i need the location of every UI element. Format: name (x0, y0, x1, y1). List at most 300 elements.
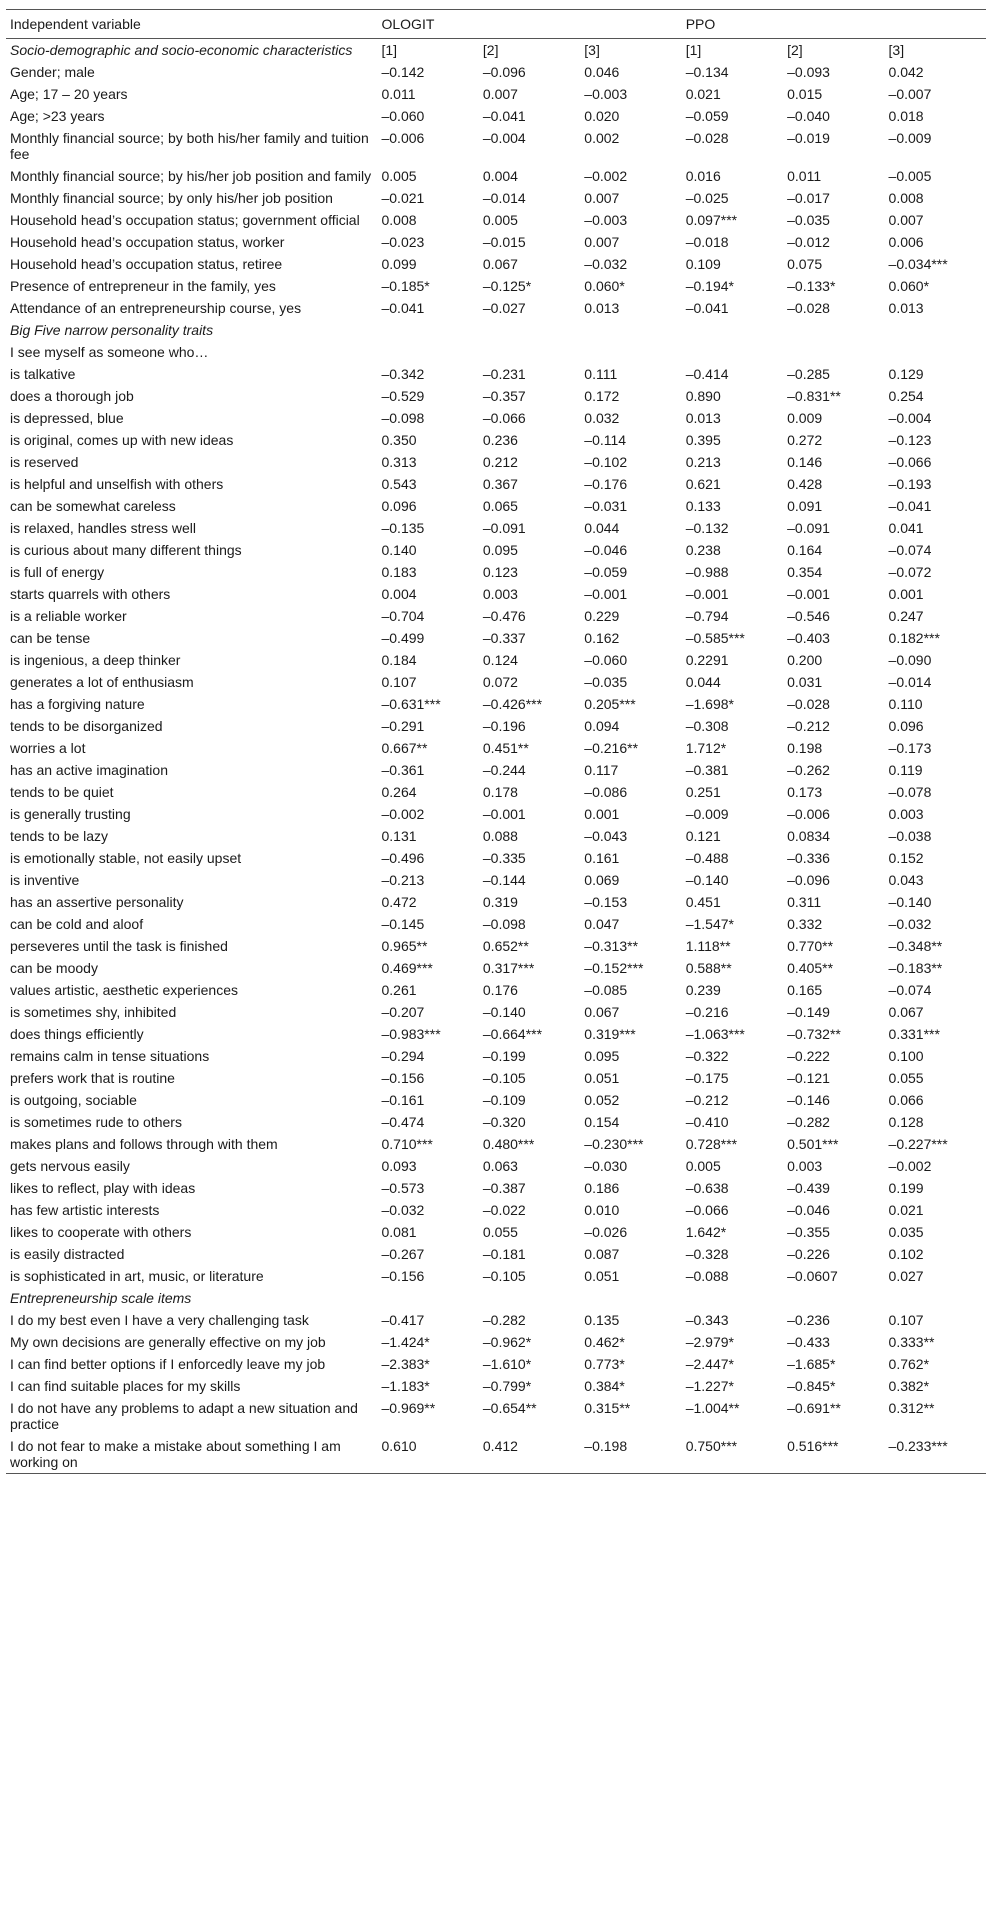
variable-label: Monthly financial source; by only his/her job position (10, 190, 333, 206)
coefficient-cell: –0.969** (381, 1400, 436, 1416)
table-row (6, 297, 986, 319)
coefficient-cell: –0.022 (482, 1202, 526, 1218)
coefficient-cell: 0.005 (685, 1158, 721, 1174)
coefficient-cell: 0.007 (888, 212, 924, 228)
table-row (6, 957, 986, 979)
coefficient-cell: 0.395 (685, 432, 721, 448)
coefficient-cell: –0.046 (787, 1202, 830, 1218)
coefficient-cell: –0.009 (888, 130, 932, 146)
coefficient-cell: –0.142 (381, 64, 425, 80)
coefficient-cell: –0.017 (787, 190, 830, 206)
table-row (6, 1089, 986, 1111)
table-row (6, 407, 986, 429)
coefficient-cell: [3] (584, 42, 600, 58)
coefficient-cell: –0.573 (381, 1180, 425, 1196)
table-row (6, 83, 986, 105)
coefficient-cell: –0.040 (787, 108, 830, 124)
coefficient-cell: 0.099 (381, 256, 417, 272)
coefficient-cell: –0.078 (888, 784, 932, 800)
table-row (6, 935, 986, 957)
coefficient-cell: 0.008 (888, 190, 924, 206)
coefficient-cell: –0.183** (888, 960, 943, 976)
coefficient-cell: 0.046 (584, 64, 620, 80)
coefficient-cell: –1.610* (482, 1356, 532, 1372)
coefficient-cell: 0.762* (888, 1356, 930, 1372)
coefficient-cell: –0.098 (482, 916, 526, 932)
coefficient-cell: –1.685* (787, 1356, 836, 1372)
coefficient-cell: 0.890 (685, 388, 721, 404)
variable-label: generates a lot of enthusiasm (10, 674, 194, 690)
coefficient-cell: –0.322 (685, 1048, 729, 1064)
coefficient-cell: –0.066 (685, 1202, 729, 1218)
coefficient-cell: 0.183 (381, 564, 417, 580)
coefficient-cell: –0.032 (584, 256, 628, 272)
coefficient-cell: –2.383* (381, 1356, 430, 1372)
coefficient-cell: –0.546 (787, 608, 830, 624)
coefficient-cell: 0.010 (584, 1202, 620, 1218)
coefficient-cell: 0.031 (787, 674, 823, 690)
coefficient-cell: 0.088 (482, 828, 518, 844)
coefficient-cell: 0.165 (787, 982, 823, 998)
coefficient-cell: 0.100 (888, 1048, 924, 1064)
coefficient-cell: –0.034*** (888, 256, 948, 272)
coefficient-cell: 0.051 (584, 1070, 620, 1086)
coefficient-cell: 0.161 (584, 850, 620, 866)
coefficient-cell: –0.426*** (482, 696, 543, 712)
coefficient-cell: –0.002 (584, 168, 628, 184)
coefficient-cell: 0.063 (482, 1158, 518, 1174)
coefficient-cell (377, 1287, 478, 1309)
coefficient-cell: –0.226 (787, 1246, 830, 1262)
coefficient-cell: –1.227* (685, 1378, 734, 1394)
coefficient-cell: 0.728*** (685, 1136, 738, 1152)
variable-label: Household head’s occupation status, worker (10, 234, 285, 250)
coefficient-cell: 0.065 (482, 498, 518, 514)
coefficient-cell: –0.004 (888, 410, 932, 426)
table-row (6, 825, 986, 847)
coefficient-cell: –0.439 (787, 1180, 830, 1196)
coefficient-cell: –0.038 (888, 828, 932, 844)
coefficient-cell: 0.096 (888, 718, 924, 734)
coefficient-cell: 0.013 (888, 300, 924, 316)
coefficient-cell (479, 319, 580, 341)
coefficient-cell: –0.005 (888, 168, 932, 184)
coefficient-cell: –1.004** (685, 1400, 740, 1416)
coefficient-cell: –0.845* (787, 1378, 836, 1394)
variable-label: likes to cooperate with others (10, 1224, 192, 1240)
variable-label: tends to be lazy (10, 828, 109, 844)
coefficient-cell: –0.140 (888, 894, 932, 910)
coefficient-cell: 0.354 (787, 564, 823, 580)
coefficient-cell (682, 341, 783, 363)
coefficient-cell: 0.2291 (685, 652, 729, 668)
table-row (6, 649, 986, 671)
coefficient-cell: –0.320 (482, 1114, 526, 1130)
coefficient-cell (885, 1287, 986, 1309)
table-row (6, 275, 986, 297)
coefficient-cell: 0.333** (888, 1334, 935, 1350)
coefficient-cell: 0.123 (482, 564, 518, 580)
coefficient-cell: –0.140 (685, 872, 729, 888)
coefficient-cell: –0.153 (584, 894, 628, 910)
coefficient-cell: –0.066 (888, 454, 932, 470)
coefficient-cell: –0.417 (381, 1312, 425, 1328)
table-row (6, 187, 986, 209)
coefficient-cell: –2.447* (685, 1356, 734, 1372)
table-row (6, 1111, 986, 1133)
coefficient-cell: 0.129 (888, 366, 924, 382)
variable-label: prefers work that is routine (10, 1070, 175, 1086)
coefficient-cell: –0.014 (888, 674, 932, 690)
coefficient-cell: 0.501*** (787, 1136, 839, 1152)
variable-label: does things efficiently (10, 1026, 144, 1042)
table-row (6, 231, 986, 253)
coefficient-cell: –0.028 (787, 696, 830, 712)
coefficient-cell: –1.063*** (685, 1026, 745, 1042)
coefficient-cell: –0.213 (381, 872, 425, 888)
coefficient-cell: –0.433 (787, 1334, 830, 1350)
coefficient-cell: 0.011 (787, 168, 822, 184)
variable-label: I do not have any problems to adapt a new situation and practice (10, 1400, 358, 1432)
coefficient-cell: –0.357 (482, 388, 526, 404)
coefficient-cell: –0.185* (381, 278, 430, 294)
coefficient-cell: –0.474 (381, 1114, 425, 1130)
coefficient-cell: 0.027 (888, 1268, 924, 1284)
coefficient-cell: 0.107 (888, 1312, 924, 1328)
coefficient-cell: –0.403 (787, 630, 830, 646)
coefficient-cell: –0.012 (787, 234, 830, 250)
coefficient-cell: –0.090 (888, 652, 932, 668)
table-row (6, 539, 986, 561)
variable-label: Gender; male (10, 64, 95, 80)
coefficient-cell: 0.002 (584, 130, 620, 146)
coefficient-cell: 0.117 (584, 762, 619, 778)
coefficient-cell: 0.516*** (783, 1435, 884, 1474)
section-row (6, 39, 986, 62)
table-row (6, 495, 986, 517)
coefficient-cell: 0.254 (888, 388, 924, 404)
variable-label: Age; >23 years (10, 108, 105, 124)
coefficient-cell: –0.072 (888, 564, 932, 580)
coefficient-cell: 0.331*** (888, 1026, 940, 1042)
coefficient-cell: –0.175 (685, 1070, 729, 1086)
coefficient-cell: 0.317*** (482, 960, 535, 976)
coefficient-cell (580, 319, 681, 341)
variable-label: I can find suitable places for my skills (10, 1378, 241, 1394)
coefficient-cell: 0.055 (482, 1224, 518, 1240)
coefficient-cell: 0.097*** (685, 212, 738, 228)
section-label: Entrepreneurship scale items (10, 1290, 192, 1306)
table-row (6, 869, 986, 891)
coefficient-cell: –0.337 (482, 630, 526, 646)
coefficient-cell: 0.009 (787, 410, 823, 426)
table-body (6, 39, 986, 1474)
coefficient-cell: –0.227*** (888, 1136, 948, 1152)
coefficient-cell: 0.021 (888, 1202, 924, 1218)
section-label: Big Five narrow personality traits (10, 322, 214, 338)
coefficient-cell: –0.014 (482, 190, 526, 206)
coefficient-cell: 0.319 (482, 894, 518, 910)
coefficient-cell: –1.698* (685, 696, 734, 712)
variable-label: tends to be disorganized (10, 718, 163, 734)
coefficient-cell: 0.472 (381, 894, 417, 910)
table-row (6, 781, 986, 803)
coefficient-cell: –0.074 (888, 542, 932, 558)
coefficient-cell: 0.264 (381, 784, 417, 800)
coefficient-cell: 0.006 (888, 234, 924, 250)
table-row (6, 1221, 986, 1243)
coefficient-cell: –0.015 (482, 234, 526, 250)
coefficient-cell: –0.041 (482, 108, 526, 124)
variable-label: can be cold and aloof (10, 916, 144, 932)
variable-label: is a reliable worker (10, 608, 127, 624)
coefficient-cell: 0.162 (584, 630, 620, 646)
coefficient-cell: 0.102 (888, 1246, 924, 1262)
table-row (6, 209, 986, 231)
coefficient-cell: 0.095 (584, 1048, 620, 1064)
coefficient-cell: 0.315** (584, 1400, 631, 1416)
coefficient-cell: –0.176 (584, 476, 628, 492)
coefficient-cell: [2] (787, 42, 803, 58)
table-row (6, 627, 986, 649)
coefficient-cell: –0.831** (787, 388, 841, 404)
table-row (6, 1199, 986, 1221)
coefficient-cell: –0.387 (482, 1180, 526, 1196)
table-row (6, 1023, 986, 1045)
coefficient-cell: 0.186 (584, 1180, 620, 1196)
coefficient-cell (377, 341, 478, 363)
coefficient-cell: 0.319*** (584, 1026, 636, 1042)
variable-label: has an active imagination (10, 762, 168, 778)
coefficient-cell: –0.093 (787, 64, 830, 80)
coefficient-cell: –0.161 (381, 1092, 425, 1108)
coefficient-cell: –0.499 (381, 630, 425, 646)
coefficient-cell: 0.005 (381, 168, 417, 184)
coefficient-cell: 0.152 (888, 850, 924, 866)
coefficient-cell: –0.181 (482, 1246, 526, 1262)
coefficient-cell: 0.213 (685, 454, 721, 470)
coefficient-cell: –0.361 (381, 762, 425, 778)
coefficient-cell: 0.239 (685, 982, 721, 998)
coefficient-cell: 0.096 (381, 498, 417, 514)
coefficient-cell: –0.023 (381, 234, 425, 250)
coefficient-cell: –0.133* (787, 278, 836, 294)
variable-label: has few artistic interests (10, 1202, 160, 1218)
coefficient-cell: 0.007 (584, 190, 620, 206)
table-row (6, 429, 986, 451)
coefficient-cell: –0.348** (888, 938, 943, 954)
coefficient-cell: 0.469*** (381, 960, 433, 976)
coefficient-cell: –0.019 (787, 130, 830, 146)
coefficient-cell: –0.222 (787, 1048, 830, 1064)
coefficient-cell: –0.199 (482, 1048, 526, 1064)
table-row (6, 913, 986, 935)
coefficient-cell: 0.451** (482, 740, 529, 756)
coefficient-cell: –0.030 (584, 1158, 628, 1174)
coefficient-cell (479, 1287, 580, 1309)
table-row (6, 561, 986, 583)
variable-label: is sometimes rude to others (10, 1114, 182, 1130)
coefficient-cell: –0.003 (584, 212, 628, 228)
coefficient-cell: –0.988 (685, 564, 729, 580)
coefficient-cell: –0.476 (482, 608, 526, 624)
coefficient-cell: –0.025 (685, 190, 729, 206)
table-row (6, 1001, 986, 1023)
table-row (6, 451, 986, 473)
table-row (6, 1133, 986, 1155)
table-row (6, 105, 986, 127)
coefficient-cell: –0.381 (685, 762, 729, 778)
coefficient-cell: 0.044 (685, 674, 721, 690)
coefficient-cell: 0.182*** (888, 630, 940, 646)
coefficient-cell: –0.035 (584, 674, 628, 690)
coefficient-cell: 0.119 (888, 762, 923, 778)
coefficient-cell: –0.096 (787, 872, 830, 888)
coefficient-cell: –0.009 (685, 806, 729, 822)
coefficient-cell: 0.067 (482, 256, 518, 272)
variable-label: I do not fear to make a mistake about something I am working on (6, 1435, 377, 1474)
table-row (6, 1177, 986, 1199)
table-row (6, 1265, 986, 1287)
coefficient-cell: –0.088 (685, 1268, 729, 1284)
variable-label: likes to reflect, play with ideas (10, 1180, 196, 1196)
coefficient-cell: 0.021 (685, 86, 721, 102)
coefficient-cell: 0.004 (482, 168, 518, 184)
coefficient-cell: 0.087 (584, 1246, 620, 1262)
coefficient-cell: 0.060* (888, 278, 930, 294)
coefficient-cell: 0.543 (381, 476, 417, 492)
coefficient-cell: 0.710*** (381, 1136, 433, 1152)
coefficient-cell: –0.799* (482, 1378, 532, 1394)
coefficient-cell: 0.247 (888, 608, 924, 624)
coefficient-cell: 0.018 (888, 108, 924, 124)
coefficient-cell (885, 319, 986, 341)
coefficient-cell: 0.312** (888, 1400, 935, 1416)
coefficient-cell: –0.041 (685, 300, 729, 316)
coefficient-cell: –0.096 (482, 64, 526, 80)
coefficient-cell: –0.414 (685, 366, 729, 382)
variable-label: is sometimes shy, inhibited (10, 1004, 177, 1020)
variable-label: Household head’s occupation status, retiree (10, 256, 283, 272)
coefficient-cell: 0.140 (381, 542, 417, 558)
coefficient-cell: –0.027 (482, 300, 526, 316)
coefficient-cell: 0.0834 (787, 828, 830, 844)
coefficient-cell: –0.132 (685, 520, 729, 536)
coefficient-cell: –0.704 (381, 608, 425, 624)
coefficient-cell: –0.291 (381, 718, 425, 734)
table-row (6, 847, 986, 869)
coefficient-cell: –0.135 (381, 520, 425, 536)
coefficient-cell: 0.154 (584, 1114, 620, 1130)
coefficient-cell: 0.052 (584, 1092, 620, 1108)
coefficient-cell: 0.067 (584, 1004, 620, 1020)
variable-label: Monthly financial source; by both his/her family and tuition fee (10, 130, 369, 162)
table-row (6, 127, 986, 165)
coefficient-cell: 0.146 (787, 454, 823, 470)
variable-label: remains calm in tense situations (10, 1048, 210, 1064)
coefficient-cell: 1.642* (685, 1224, 727, 1240)
coefficient-cell (783, 341, 884, 363)
coefficient-cell: –0.230*** (584, 1136, 644, 1152)
coefficient-cell: 0.462* (584, 1334, 625, 1350)
section-row (6, 1287, 986, 1309)
variable-label: values artistic, aesthetic experiences (10, 982, 238, 998)
coefficient-cell: –0.343 (685, 1312, 729, 1328)
variable-label: Attendance of an entrepreneurship course, yes (10, 300, 302, 316)
table-row (6, 979, 986, 1001)
coefficient-cell: –0.335 (482, 850, 526, 866)
coefficient-cell: 0.198 (787, 740, 823, 756)
coefficient-cell: –0.654** (482, 1400, 537, 1416)
coefficient-cell: –0.212 (685, 1092, 729, 1108)
table-row (6, 891, 986, 913)
coefficient-cell: [3] (888, 42, 905, 58)
coefficient-cell: –0.105 (482, 1070, 526, 1086)
coefficient-cell: –0.059 (584, 564, 628, 580)
coefficient-cell: 0.773* (584, 1356, 625, 1372)
coefficient-cell: –0.006 (787, 806, 830, 822)
variable-label: Monthly financial source; by his/her job position and family (10, 168, 372, 184)
coefficient-cell: –0.114 (584, 432, 627, 448)
coefficient-cell: –0.018 (685, 234, 729, 250)
coefficient-cell: –0.732** (787, 1026, 841, 1042)
coefficient-cell (682, 319, 783, 341)
coefficient-cell: –0.028 (787, 300, 830, 316)
section-label: Socio-demographic and socio-economic characteristics (10, 42, 353, 58)
coefficient-cell: [1] (685, 42, 702, 58)
coefficient-cell: –0.198 (580, 1435, 681, 1474)
coefficient-cell: –0.109 (482, 1092, 526, 1108)
coefficient-cell: –0.156 (381, 1268, 425, 1284)
variable-label: is inventive (10, 872, 80, 888)
table-row (6, 583, 986, 605)
coefficient-cell: –0.105 (482, 1268, 526, 1284)
coefficient-cell: 0.199 (888, 1180, 924, 1196)
coefficient-cell: 0.055 (888, 1070, 924, 1086)
variable-label: is sophisticated in art, music, or literature (10, 1268, 264, 1284)
coefficient-cell: –0.282 (787, 1114, 830, 1130)
variable-label: makes plans and follows through with them (10, 1136, 278, 1152)
coefficient-cell: 0.093 (381, 1158, 417, 1174)
coefficient-cell: –0.638 (685, 1180, 729, 1196)
coefficient-cell: 0.043 (888, 872, 924, 888)
coefficient-cell: –0.664*** (482, 1026, 543, 1042)
coefficient-cell: 0.035 (888, 1224, 924, 1240)
variable-label: is helpful and unselfish with others (10, 476, 224, 492)
variable-label: can be moody (10, 960, 98, 976)
coefficient-cell: 0.652** (482, 938, 529, 954)
coefficient-cell: 0.032 (584, 410, 620, 426)
coefficient-cell: –0.496 (381, 850, 425, 866)
coefficient-cell: –0.328 (685, 1246, 729, 1262)
table-row (6, 1067, 986, 1089)
coefficient-cell: 0.184 (381, 652, 417, 668)
coefficient-cell: –0.007 (888, 86, 932, 102)
coefficient-cell: [1] (381, 42, 398, 58)
variable-label: is outgoing, sociable (10, 1092, 137, 1108)
variable-label: gets nervous easily (10, 1158, 130, 1174)
variable-label: can be somewhat careless (10, 498, 176, 514)
coefficient-cell: 0.178 (482, 784, 518, 800)
coefficient-cell: –0.313** (584, 938, 639, 954)
coefficient-cell (580, 341, 681, 363)
coefficient-cell: 0.072 (482, 674, 518, 690)
coefficient-cell: –0.021 (381, 190, 425, 206)
coefficient-cell: 0.003 (787, 1158, 823, 1174)
coefficient-cell: 0.261 (381, 982, 417, 998)
coefficient-cell: –0.145 (381, 916, 425, 932)
coefficient-cell: –0.156 (381, 1070, 425, 1086)
